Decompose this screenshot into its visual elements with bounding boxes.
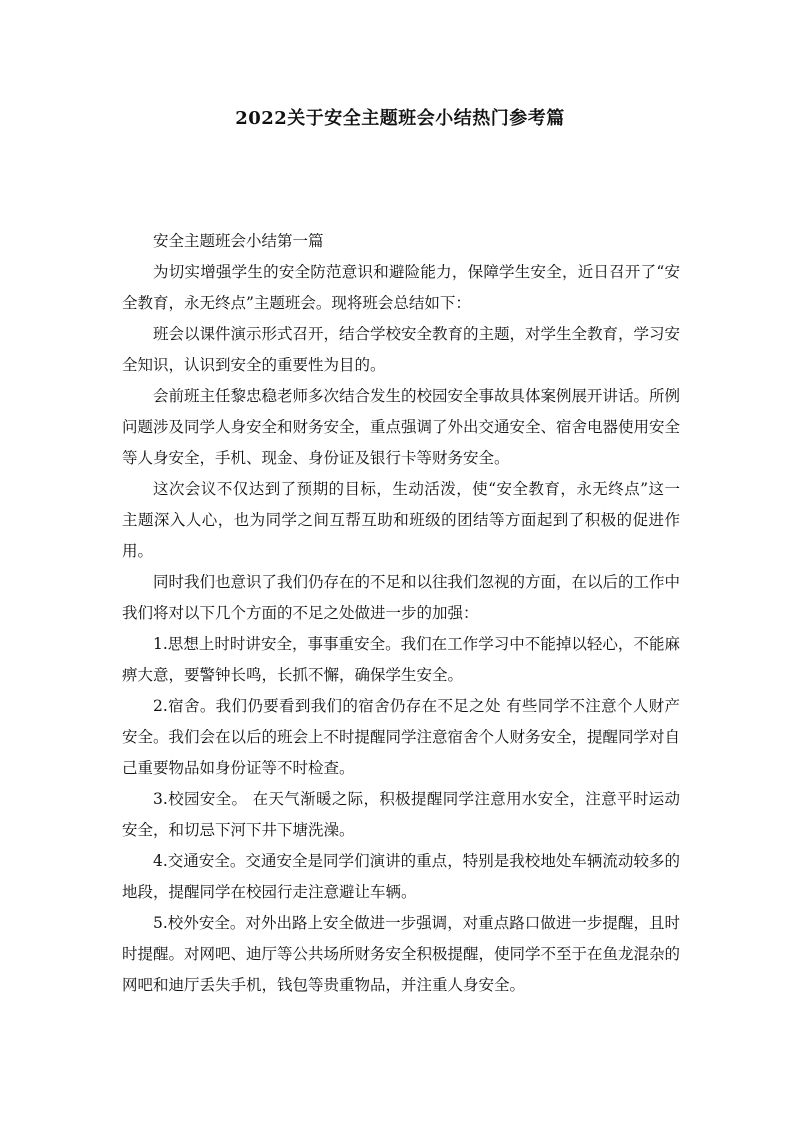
- section-heading: 安全主题班会小结第一篇: [153, 232, 324, 250]
- list-item-campus: 3.校园安全。 在天气渐暖之际，积极提醒同学注意用水安全，注意平时运动安全，和切忌下河下井下塘洗澡。: [122, 790, 680, 839]
- paragraph-teacher-talk: 会前班主任黎忠稳老师多次结合发生的校园安全事故具体案例展开讲话。所例问题涉及同学人身安全和财务安全，重点强调了外出交通安全、宿舍电器使用安全等人身安全，手机、现金、身份证及银行卡等财务安全。: [122, 387, 681, 467]
- list-item-thinking: 1.思想上时时讲安全，事事重安全。我们在工作学习中不能掉以轻心，不能麻痹大意，要警钟长鸣，长抓不懈，确保学生安全。: [122, 635, 680, 684]
- document-body: [122, 226, 680, 1001]
- paragraph-format: 班会以课件演示形式召开，结合学校安全教育的主题，对学生全教育，学习安全知识，认识到安全的重要性为目的。: [122, 325, 681, 374]
- paragraph-intro: 为切实增强学生的安全防范意识和避险能力，保障学生安全，近日召开了“安全教育，永无终点”主题班会。现将班会总结如下：: [122, 263, 680, 312]
- list-item-dormitory: 2.宿舍。我们仍要看到我们的宿舍仍存在不足之处 有些同学不注意个人财产安全。我们会在以后的班会上不时提醒同学注意宿舍个人财务安全，提醒同学对自己重要物品如身份证等不时检查。: [122, 697, 681, 777]
- paragraph-shortcomings: 同时我们也意识了我们仍存在的不足和以往我们忽视的方面，在以后的工作中我们将对以下几个方面的不足之处做进一步的加强：: [122, 573, 681, 622]
- list-item-off-campus: 5.校外安全。对外出路上安全做进一步强调，对重点路口做进一步提醒，且时时提醒。对网吧、迪厅等公共场所财务安全积极提醒，使同学不至于在鱼龙混杂的网吧和迪厅丢失手机，钱包等贵重物品，并注重人身安全。: [122, 914, 681, 994]
- list-item-traffic: 4.交通安全。交通安全是同学们演讲的重点，特别是我校地处车辆流动较多的地段，提醒同学在校园行走注意避让车辆。: [122, 852, 680, 901]
- paragraph-outcome: 这次会议不仅达到了预期的目标，生动活泼，使“安全教育，永无终点”这一主题深入人心，也为同学之间互帮互助和班级的团结等方面起到了积极的促进作用。: [122, 480, 680, 560]
- document-title: 2022关于安全主题班会小结热门参考篇: [235, 108, 565, 129]
